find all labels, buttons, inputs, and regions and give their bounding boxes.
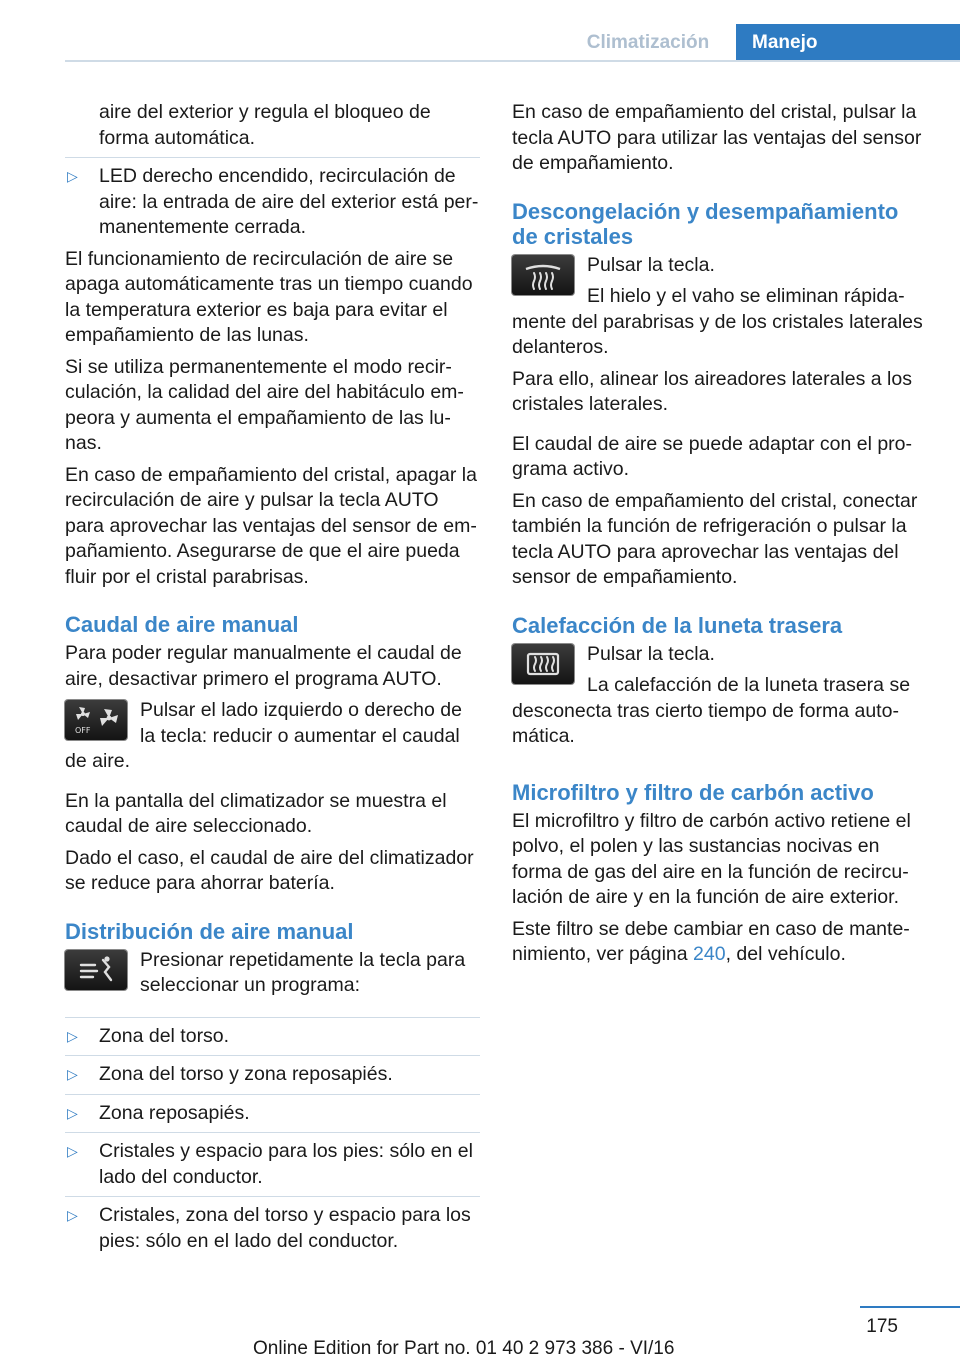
rear-heating-text: La calefacción de la luneta trasera se desconecta tras cierto tiempo de forma auto‐ mática. xyxy=(512,674,911,747)
paragraph-defrost-cooling: En caso de empañamiento del cristal, conectar también la función de refrigeración o pulsar la tecla AUTO para aprovechar las ventajas del sensor de empañamiento. xyxy=(512,489,918,588)
airflow-button-text: Pulsar el lado izquierdo o derecho de la tecla: reducir o aumentar el caudal de aire. xyxy=(65,699,462,772)
footer-edition: Online Edition for Part no. 01 40 2 973 386 - VI/16 xyxy=(253,1338,675,1359)
bullet-separator xyxy=(65,157,480,158)
defrost-effect-text: El hielo y el vaho se eliminan rápida‐ mente del parabrisas y de los cristales laterales delanteros. xyxy=(512,285,923,358)
heading-rear-window-heating: Calefacción de la luneta trasera xyxy=(512,612,843,638)
air-distribution-button-icon xyxy=(65,950,127,990)
bullet-separator xyxy=(65,1094,480,1095)
defrost-button-row xyxy=(512,253,927,361)
list-item-led-right xyxy=(65,164,480,241)
filter-change-text: Este filtro se debe cambiar en caso de mante‐ nimiento, ver página xyxy=(512,917,910,965)
bullet-separator xyxy=(65,1196,480,1197)
list-item-program xyxy=(65,1139,480,1190)
paragraph-airflow-battery: Dado el caso, el caudal de aire del climatizador se reduce para ahorrar batería. xyxy=(65,846,474,894)
right-column xyxy=(512,100,927,974)
triangle-bullet-icon: ▷ xyxy=(67,1143,78,1159)
distribution-button-text: Presionar repetidamente la tecla para seleccionar un programa: xyxy=(140,948,466,996)
left-column xyxy=(65,100,480,1260)
fan-off-label: OFF xyxy=(75,726,91,735)
list-item-program xyxy=(65,1101,480,1127)
windshield-defrost-button-icon xyxy=(512,255,574,295)
list-item-text: Cristales y espacio para los pies: sólo en el lado del conductor. xyxy=(99,1140,473,1188)
paragraph-defrost-vents: Para ello, alinear los aireadores laterales a los cristales laterales. xyxy=(512,367,912,415)
paragraph-airflow-intro: Para poder regular manualmente el caudal de aire, desactivar primero el programa AUTO. xyxy=(65,642,462,690)
heading-manual-airflow: Caudal de aire manual xyxy=(65,612,299,637)
triangle-bullet-icon: ▷ xyxy=(67,1207,78,1223)
list-item-program xyxy=(65,1203,480,1254)
bullet-separator xyxy=(65,1017,480,1018)
bullet-separator xyxy=(65,1055,480,1056)
rear-press-text: Pulsar la tecla. xyxy=(587,642,715,665)
heading-defrost: Descongelación y desempañamiento de cristales xyxy=(512,198,899,249)
fan-speed-button-icon xyxy=(65,700,127,740)
paragraph-intro-continuation: aire del exterior y regula el bloqueo de forma automática. xyxy=(99,101,431,149)
page-reference-link[interactable]: 240 xyxy=(693,943,726,965)
filter-change-text-end: , del vehículo. xyxy=(725,943,846,965)
distribution-button-row xyxy=(65,948,480,999)
paragraph-filter: El microfiltro y filtro de carbón activo retiene el polvo, el polen y las sustancias nocivas en forma de gas del aire en la función de recircu‐ lación de aire y en la función de aire exterior. xyxy=(512,809,911,908)
paragraph-recirculation-permanent: Si se utiliza permanentemente el modo recir‐ culación, la calidad del aire del habitáculo em‐ peora y aumenta el empañamiento de las lu‐ nas. xyxy=(65,355,464,454)
defrost-press-text: Pulsar la tecla. xyxy=(587,253,715,276)
list-item-text: Zona del torso y zona reposapiés. xyxy=(99,1063,393,1085)
list-item-text: Zona reposapiés. xyxy=(99,1101,250,1124)
bullet-separator xyxy=(65,1132,480,1133)
paragraph-auto-fogging: En caso de empañamiento del cristal, pulsar la tecla AUTO para utilizar las ventajas del sensor de empañamiento. xyxy=(512,101,922,174)
airflow-button-row xyxy=(65,698,480,775)
paragraph-fogging: En caso de empañamiento del cristal, apagar la recirculación de aire y pulsar la tecla AUTO para aprovechar las ventajas del sensor de em‐ pañamiento. Asegurarse de que el aire pueda fluir por el cristal parabrisas. xyxy=(65,463,477,588)
heading-manual-distribution: Distribución de aire manual xyxy=(65,918,354,944)
header-section-label: Climatización xyxy=(586,32,710,53)
paragraph-recirculation-auto-off: El funcionamiento de recirculación de aire se apaga automáticamente tras un tiempo cuando la temperatura exterior es baja para evitar el empañamiento de las lunas. xyxy=(65,247,473,346)
paragraph-filter-change xyxy=(512,917,927,968)
list-item-program xyxy=(65,1062,480,1088)
list-item-text: LED derecho encendido, recirculación de aire: la entrada de aire del exterior está per‐ manentemente cerrada. xyxy=(99,165,479,238)
footer-divider xyxy=(860,1306,960,1308)
triangle-bullet-icon: ▷ xyxy=(67,1066,78,1082)
header-divider xyxy=(65,60,960,62)
rear-heating-button-row xyxy=(512,642,927,750)
page-number: 175 xyxy=(866,1316,898,1337)
triangle-bullet-icon: ▷ xyxy=(67,1027,78,1044)
triangle-bullet-icon: ▷ xyxy=(67,168,78,184)
triangle-bullet-icon: ▷ xyxy=(67,1104,78,1121)
list-item-text: Zona del torso. xyxy=(99,1024,230,1047)
paragraph-airflow-display: En la pantalla del climatizador se muestra el caudal de aire seleccionado. xyxy=(65,789,447,837)
list-item-text: Cristales, zona del torso y espacio para los pies: sólo en el lado del conductor. xyxy=(99,1204,471,1252)
header-chapter-tab: Manejo xyxy=(736,24,960,62)
rear-window-heating-button-icon xyxy=(512,644,574,684)
heading-microfilter: Microfiltro y filtro de carbón activo xyxy=(512,779,874,805)
list-item-program xyxy=(65,1024,480,1050)
paragraph-defrost-airflow: El caudal de aire se puede adaptar con el pro‐ grama activo. xyxy=(512,432,913,480)
